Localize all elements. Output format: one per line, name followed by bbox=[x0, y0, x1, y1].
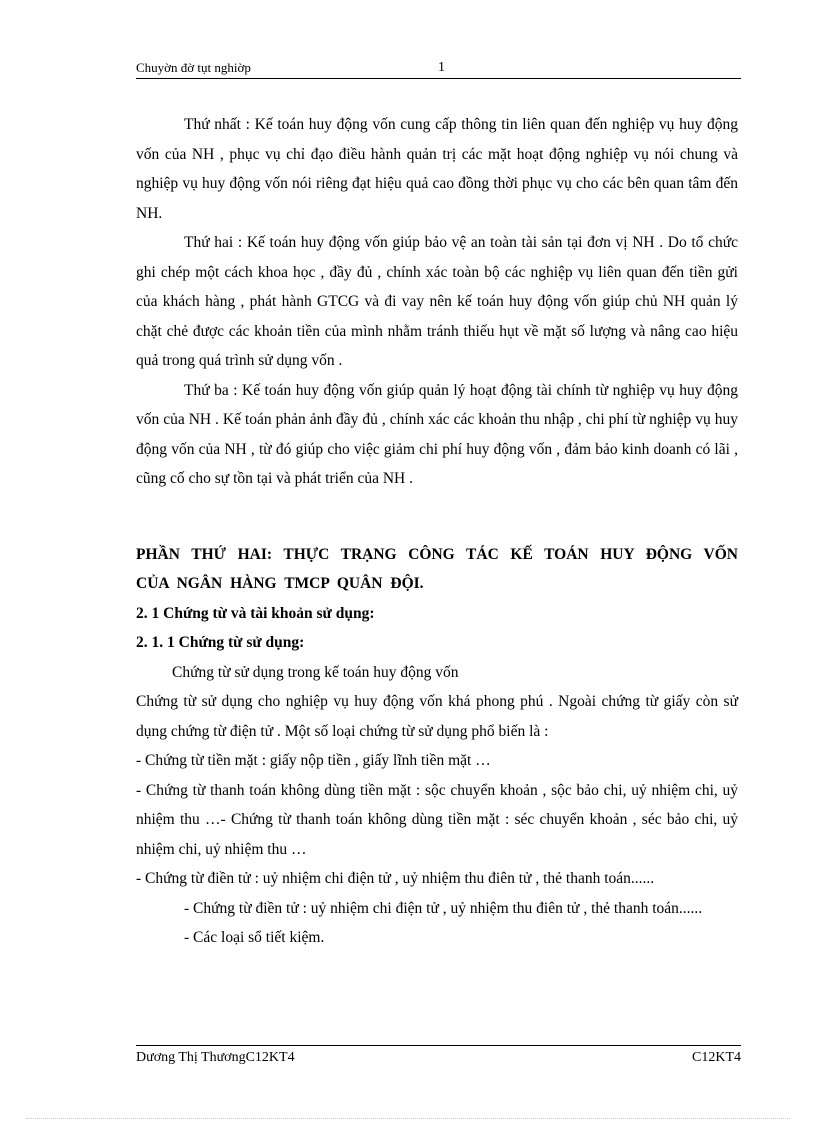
subsection-heading: 2. 1. 1 Chứng từ sử dụng: bbox=[136, 634, 305, 651]
page-break-divider bbox=[26, 1118, 790, 1119]
section-heading: 2. 1 Chứng từ và tài khoản sử dụng: bbox=[136, 604, 375, 622]
footer-author: Dương Thị ThươngC12KT4 bbox=[136, 1050, 295, 1065]
part-heading: PHẦN THỨ HAI: THỰC TRẠNG CÔNG TÁC KẾ TOÁN HUY ĐỘNG VỐN CỦA NGÂN HÀNG TMCP QUÂN ĐỘI. bbox=[136, 545, 738, 592]
subsection-intro: Chứng từ sử dụng trong kế toán huy động vốn bbox=[172, 663, 459, 681]
list-item: - Chứng từ điền tử : uỷ nhiệm chi điện tử , uỷ nhiệm thu điên tử , thẻ thanh toán...... bbox=[136, 870, 655, 887]
list-item: - Chứng từ thanh toán không dùng tiền mặt : sộc chuyển khoản , sộc bảo chi, uỷ nhiệm chi, uỷ nhiệm thu …- Chứng từ thanh toán không dùng tiền mặt : séc chuyển khoản , séc bảo chi, uỷ nhiệm chi, uỷ nhiệm thu … bbox=[136, 781, 738, 858]
list-item: - Chứng từ điền tử : uỷ nhiệm chi điện tử , uỷ nhiệm thu điên tử , thẻ thanh toán...... bbox=[184, 899, 703, 917]
paragraph: Thứ nhất : Kế toán huy động vốn cung cấp thông tin liên quan đến nghiệp vụ huy động vốn của NH , phục vụ chỉ đạo điều hành quản trị các mặt hoạt động nghiệp vụ nói chung và nghiệp vụ huy động vốn nói riêng đạt hiệu quả cao đồng thời phục vụ cho các bên quan tâm đến NH. bbox=[136, 116, 738, 222]
document-body bbox=[136, 110, 738, 953]
paragraph: Thứ ba : Kế toán huy động vốn giúp quản lý hoạt động tài chính từ nghiệp vụ huy động vốn của NH . Kế toán phản ảnh đầy đủ , chính xác các khoản thu nhập , chi phí từ nghiệp vụ huy động vốn của NH , từ đó giúp cho việc giảm chi phí huy động vốn , đảm bảo kinh doanh có lãi , cũng cố cho sự tồn tại và phát triển của NH . bbox=[136, 381, 738, 487]
spacer bbox=[136, 494, 738, 540]
body-text: Chứng từ sử dụng cho nghiệp vụ huy động vốn khá phong phú . Ngoài chứng từ giấy còn sử dụng chứng từ điện tử . Một số loại chứng từ sử dụng phổ biến là : bbox=[136, 693, 738, 740]
paragraph: Thứ hai : Kế toán huy động vốn giúp bảo vệ an toàn tài sản tại đơn vị NH . Do tổ chức ghi chép một cách khoa học , đầy đủ , chính xác toàn bộ các nghiệp vụ liên quan đến tiền gửi của khách hàng , phát hành GTCG và đi vay nên kế toán huy động vốn giúp chủ NH quản lý chặt chẻ được các khoản tiền của mình nhằm tránh thiếu hụt về mặt số lượng và nâng cao hiệu quả trong quá trình sử dụng vốn . bbox=[136, 234, 738, 369]
page-header bbox=[136, 60, 741, 79]
page-number: 1 bbox=[438, 60, 445, 75]
footer-class-code: C12KT4 bbox=[692, 1050, 741, 1065]
list-item: - Các loại sổ tiết kiệm. bbox=[184, 929, 325, 946]
header-title: Chuyờn đờ tụt nghiờp bbox=[136, 60, 251, 75]
list-item: - Chứng từ tiền mặt : giấy nộp tiền , giấy lĩnh tiền mặt … bbox=[136, 752, 491, 769]
page-footer bbox=[136, 1045, 741, 1065]
